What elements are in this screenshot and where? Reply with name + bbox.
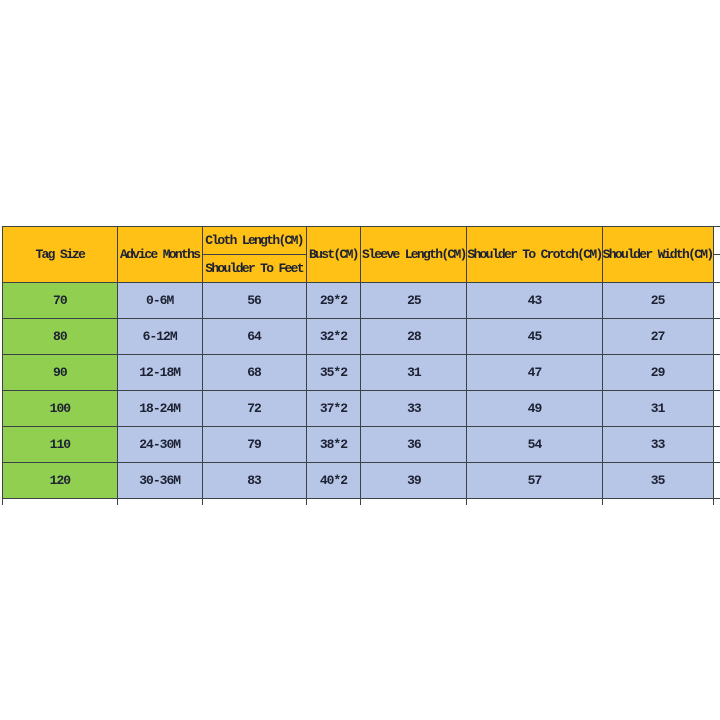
cell-cloth-length: 79 xyxy=(202,427,306,463)
cell-cloth-length: 64 xyxy=(202,319,306,355)
cell-tag-size: 70 xyxy=(3,283,118,319)
cell-sleeve-length: 31 xyxy=(361,355,467,391)
cell-shoulder-width: 25 xyxy=(602,283,713,319)
cell-tag-size: 110 xyxy=(3,427,118,463)
header-row-top xyxy=(3,227,720,255)
cell-bust: 37*2 xyxy=(306,391,361,427)
cell-cloth-length: 56 xyxy=(202,283,306,319)
cell-shoulder-width: 35 xyxy=(602,463,713,499)
cell-bust: 29*2 xyxy=(306,283,361,319)
header-shoulder-width: Shoulder Width(CM) xyxy=(602,227,713,283)
cell-tag-size: 80 xyxy=(3,319,118,355)
cutoff-column-stub xyxy=(713,283,720,319)
cell-sleeve-length: 33 xyxy=(361,391,467,427)
table-row xyxy=(3,427,720,463)
cell-advice-months: 12-18M xyxy=(117,355,202,391)
cell-bust: 38*2 xyxy=(306,427,361,463)
cell-sleeve-length: 39 xyxy=(361,463,467,499)
table-row xyxy=(3,283,720,319)
header-advice-months: Advice Months xyxy=(117,227,202,283)
cell-bust: 32*2 xyxy=(306,319,361,355)
cell-advice-months: 24-30M xyxy=(117,427,202,463)
table-row xyxy=(3,463,720,499)
cell-shoulder-to-crotch: 47 xyxy=(467,355,602,391)
cell-shoulder-to-crotch: 54 xyxy=(467,427,602,463)
header-tag-size: Tag Size xyxy=(3,227,118,283)
cell-shoulder-width: 33 xyxy=(602,427,713,463)
cell-shoulder-width: 31 xyxy=(602,391,713,427)
cell-shoulder-to-crotch: 49 xyxy=(467,391,602,427)
cell-tag-size: 90 xyxy=(3,355,118,391)
cutoff-column-stub xyxy=(713,463,720,499)
cell-shoulder-to-crotch: 45 xyxy=(467,319,602,355)
cell-bust: 35*2 xyxy=(306,355,361,391)
table-row xyxy=(3,391,720,427)
table-row xyxy=(3,355,720,391)
header-sleeve-length: Sleeve Length(CM) xyxy=(361,227,467,283)
cell-advice-months: 0-6M xyxy=(117,283,202,319)
cell-tag-size: 120 xyxy=(3,463,118,499)
cell-shoulder-to-crotch: 57 xyxy=(467,463,602,499)
cell-advice-months: 6-12M xyxy=(117,319,202,355)
header-bust: Bust(CM) xyxy=(306,227,361,283)
cell-advice-months: 18-24M xyxy=(117,391,202,427)
cell-shoulder-width: 29 xyxy=(602,355,713,391)
cutoff-column-stub xyxy=(713,227,720,255)
cell-tag-size: 100 xyxy=(3,391,118,427)
header-shoulder-to-feet: Shoulder To Feet xyxy=(202,255,306,283)
cell-shoulder-to-crotch: 43 xyxy=(467,283,602,319)
header-cloth-length: Cloth Length(CM) xyxy=(202,227,306,255)
cell-cloth-length: 68 xyxy=(202,355,306,391)
cell-cloth-length: 83 xyxy=(202,463,306,499)
cutoff-row-stub xyxy=(3,499,720,506)
cell-advice-months: 30-36M xyxy=(117,463,202,499)
cell-bust: 40*2 xyxy=(306,463,361,499)
size-chart-table xyxy=(2,226,720,505)
cell-cloth-length: 72 xyxy=(202,391,306,427)
cell-sleeve-length: 36 xyxy=(361,427,467,463)
header-shoulder-to-crotch: Shoulder To Crotch(CM) xyxy=(467,227,602,283)
cutoff-column-stub xyxy=(713,391,720,427)
cell-shoulder-width: 27 xyxy=(602,319,713,355)
cell-sleeve-length: 25 xyxy=(361,283,467,319)
cutoff-column-stub xyxy=(713,319,720,355)
table-row xyxy=(3,319,720,355)
cutoff-column-stub xyxy=(713,255,720,283)
cell-sleeve-length: 28 xyxy=(361,319,467,355)
cutoff-column-stub xyxy=(713,355,720,391)
cutoff-column-stub xyxy=(713,427,720,463)
